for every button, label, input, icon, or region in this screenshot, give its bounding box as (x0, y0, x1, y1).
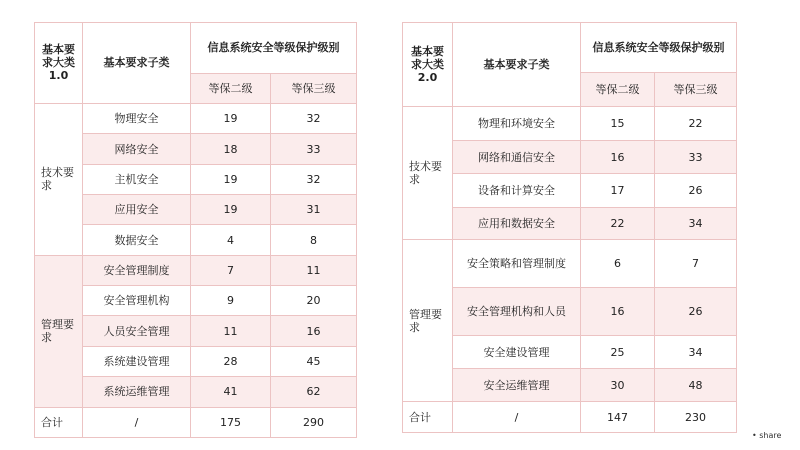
level2-header: 等保二级 (191, 73, 271, 103)
row-level3: 45 (271, 346, 357, 376)
row-level3: 62 (271, 377, 357, 407)
table-row (35, 286, 357, 316)
row-level2: 11 (191, 316, 271, 346)
share-label: share (759, 431, 782, 440)
row-item: 物理和环境安全 (453, 107, 581, 141)
level-group-header: 信息系统安全等级保护级别 (581, 23, 737, 73)
table-row (403, 141, 737, 174)
row-level3: 32 (271, 164, 357, 194)
level3-header: 等保三级 (271, 73, 357, 103)
table-row (403, 369, 737, 402)
row-level3: 22 (655, 107, 737, 141)
table-row (35, 346, 357, 376)
row-level3: 26 (655, 288, 737, 336)
row-level3: 34 (655, 336, 737, 369)
row-level3: 34 (655, 208, 737, 240)
row-level2: 25 (581, 336, 655, 369)
row-level2: 41 (191, 377, 271, 407)
row-item: 安全管理机构 (83, 286, 191, 316)
total-level2: 175 (191, 407, 271, 437)
total-label: 合计 (35, 407, 83, 437)
share-watermark (752, 431, 781, 440)
group-label-management: 管理要求 (35, 255, 83, 407)
subcategory-header: 基本要求子类 (83, 23, 191, 104)
row-level2: 19 (191, 103, 271, 133)
total-item: / (453, 402, 581, 433)
table-row (35, 103, 357, 133)
row-item: 应用和数据安全 (453, 208, 581, 240)
row-item: 安全管理机构和人员 (453, 288, 581, 336)
table-row (35, 134, 357, 164)
subcategory-header: 基本要求子类 (453, 23, 581, 107)
total-level2: 147 (581, 402, 655, 433)
table-row (403, 336, 737, 369)
group-label-technical: 技术要求 (35, 103, 83, 255)
group-label-management: 管理要求 (403, 240, 453, 402)
row-item: 网络安全 (83, 134, 191, 164)
table-row (403, 288, 737, 336)
category-header: 基本要求大类1.0 (35, 23, 83, 104)
row-level2: 15 (581, 107, 655, 141)
table-row (35, 164, 357, 194)
level-group-header: 信息系统安全等级保护级别 (191, 23, 357, 74)
table-row (403, 208, 737, 240)
table-row (35, 316, 357, 346)
row-level2: 28 (191, 346, 271, 376)
row-level2: 18 (191, 134, 271, 164)
row-level2: 4 (191, 225, 271, 255)
row-item: 安全管理制度 (83, 255, 191, 285)
row-level2: 17 (581, 174, 655, 208)
row-level2: 7 (191, 255, 271, 285)
row-item: 系统建设管理 (83, 346, 191, 376)
row-item: 安全运维管理 (453, 369, 581, 402)
level2-header: 等保二级 (581, 73, 655, 107)
row-level2: 22 (581, 208, 655, 240)
row-level2: 30 (581, 369, 655, 402)
row-level2: 6 (581, 240, 655, 288)
row-level2: 16 (581, 141, 655, 174)
table-row (35, 225, 357, 255)
row-item: 人员安全管理 (83, 316, 191, 346)
category-header: 基本要求大类2.0 (403, 23, 453, 107)
table-row (403, 240, 737, 288)
total-item: / (83, 407, 191, 437)
table-row (403, 107, 737, 141)
row-item: 数据安全 (83, 225, 191, 255)
row-item: 物理安全 (83, 103, 191, 133)
protection-level-table-1-0 (34, 22, 357, 438)
row-level3: 11 (271, 255, 357, 285)
row-level3: 32 (271, 103, 357, 133)
table-row (403, 174, 737, 208)
table-row (35, 377, 357, 407)
level3-header: 等保三级 (655, 73, 737, 107)
row-item: 安全策略和管理制度 (453, 240, 581, 288)
row-level2: 9 (191, 286, 271, 316)
row-item: 系统运维管理 (83, 377, 191, 407)
row-item: 安全建设管理 (453, 336, 581, 369)
row-level3: 48 (655, 369, 737, 402)
row-level2: 16 (581, 288, 655, 336)
row-level3: 33 (655, 141, 737, 174)
row-item: 设备和计算安全 (453, 174, 581, 208)
total-level3: 230 (655, 402, 737, 433)
row-item: 网络和通信安全 (453, 141, 581, 174)
total-row (35, 407, 357, 437)
row-level3: 20 (271, 286, 357, 316)
row-level3: 33 (271, 134, 357, 164)
protection-level-table-2-0 (402, 22, 737, 433)
row-level3: 31 (271, 195, 357, 225)
total-label: 合计 (403, 402, 453, 433)
table-row (35, 195, 357, 225)
row-level3: 7 (655, 240, 737, 288)
total-row (403, 402, 737, 433)
row-level3: 8 (271, 225, 357, 255)
dot-icon: • (752, 431, 757, 440)
total-level3: 290 (271, 407, 357, 437)
group-label-technical: 技术要求 (403, 107, 453, 240)
table-row (35, 255, 357, 285)
row-level2: 19 (191, 195, 271, 225)
row-level3: 26 (655, 174, 737, 208)
row-item: 应用安全 (83, 195, 191, 225)
row-item: 主机安全 (83, 164, 191, 194)
row-level2: 19 (191, 164, 271, 194)
row-level3: 16 (271, 316, 357, 346)
